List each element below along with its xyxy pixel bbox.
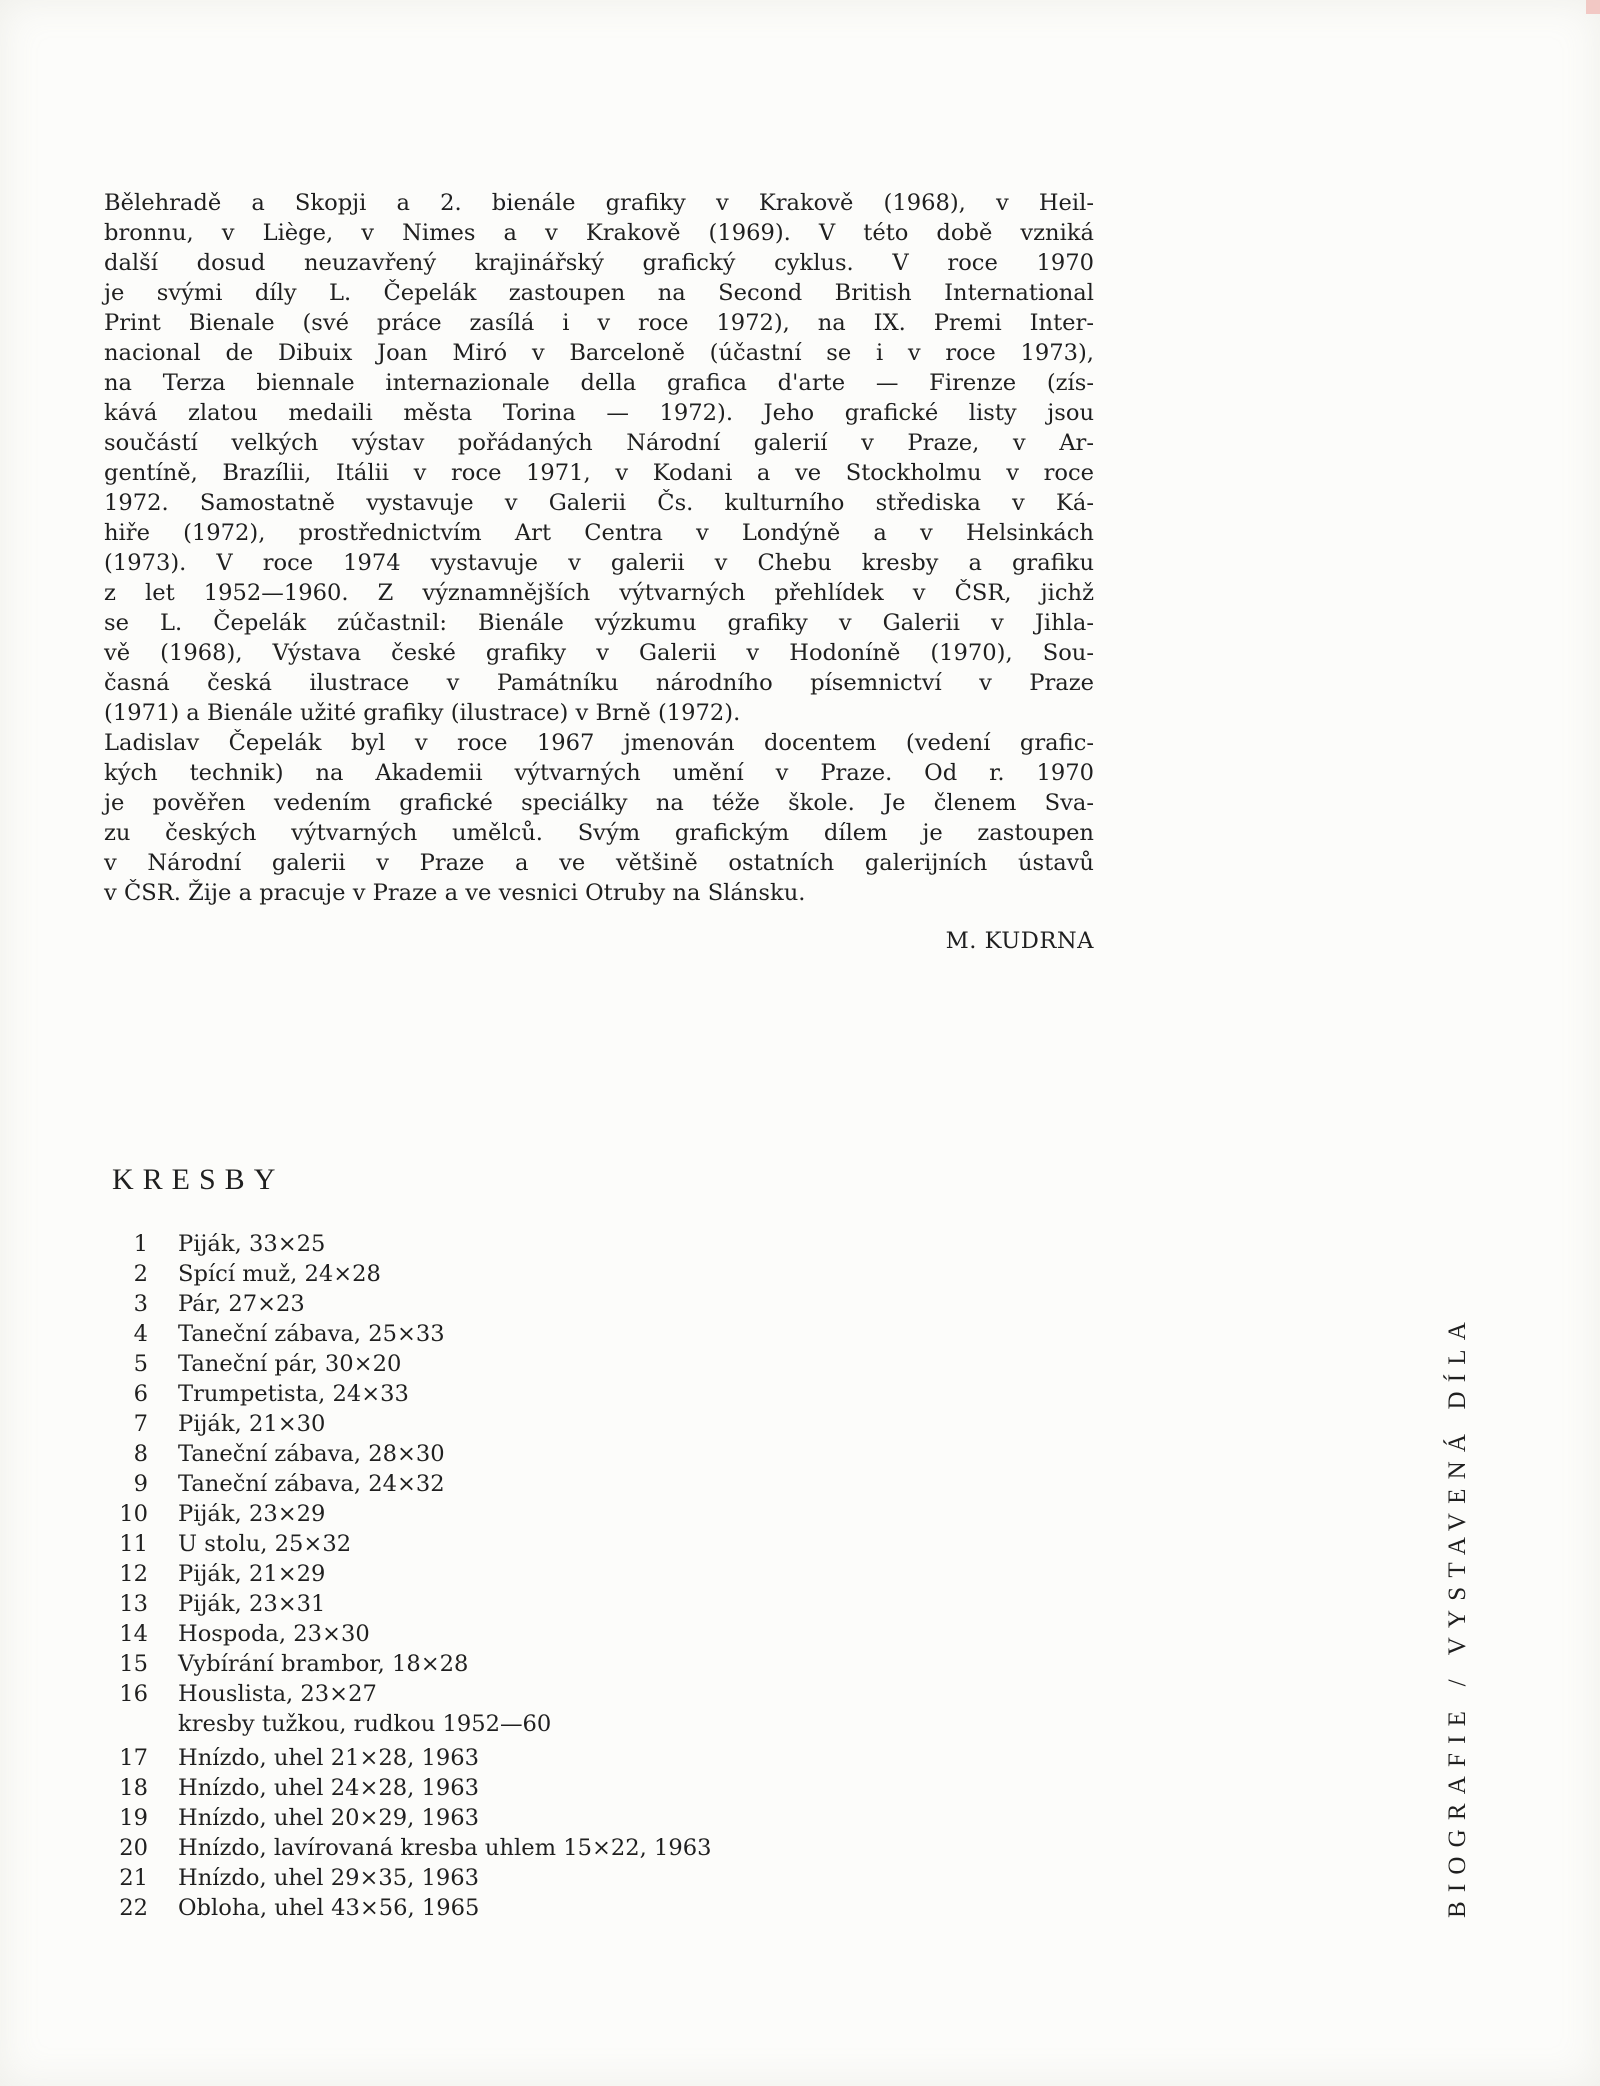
item-number: 17 <box>119 1745 148 1771</box>
biography-line: (1973). V roce 1974 vystavuje v galerii v Chebu kresby a grafiku <box>104 550 1094 576</box>
list-item <box>104 1409 1004 1439</box>
list-item <box>104 1649 1004 1679</box>
list-item <box>104 1349 1004 1379</box>
list-item <box>104 1469 1004 1499</box>
list-item <box>104 1439 1004 1469</box>
biography-line: v Národní galerii v Praze a ve většině ostatních galerijních ústavů <box>104 850 1094 876</box>
biography-line: vě (1968), Výstava české grafiky v Galerii v Hodoníně (1970), Sou- <box>104 640 1094 666</box>
item-text: Houslista, 23⨯27 <box>178 1681 377 1707</box>
item-text: Taneční zábava, 25⨯33 <box>178 1321 445 1347</box>
item-number: 5 <box>133 1351 148 1377</box>
section-title: KRESBY <box>112 1163 285 1196</box>
item-text: Vybírání brambor, 18⨯28 <box>178 1651 469 1677</box>
list-item <box>104 1379 1004 1409</box>
biography-line: časná česká ilustrace v Památníku národního písemnictví v Praze <box>104 670 1094 696</box>
list-item <box>104 1589 1004 1619</box>
item-number: 22 <box>119 1895 148 1921</box>
biography-text <box>104 188 1094 908</box>
biography-line: zu českých výtvarných umělců. Svým grafickým dílem je zastoupen <box>104 820 1094 846</box>
list-item <box>104 1773 1004 1803</box>
biography-line: v ČSR. Žije a pracuje v Praze a ve vesnici Otruby na Slánsku. <box>104 880 806 906</box>
list-item <box>104 1803 1004 1833</box>
item-text: Taneční zábava, 28⨯30 <box>178 1441 445 1467</box>
biography-line: další dosud neuzavřený krajinářský grafický cyklus. V roce 1970 <box>104 250 1094 276</box>
item-text: Pár, 27⨯23 <box>178 1291 305 1317</box>
works-group-note: kresby tužkou, rudkou 1952—60 <box>178 1711 552 1737</box>
list-item <box>104 1863 1004 1893</box>
item-number: 4 <box>133 1321 148 1347</box>
item-text: U stolu, 25⨯32 <box>178 1531 352 1557</box>
item-number: 15 <box>119 1651 148 1677</box>
item-number: 6 <box>133 1381 148 1407</box>
item-text: Hnízdo, uhel 24⨯28, 1963 <box>178 1775 479 1801</box>
biography-line: Print Bienale (své práce zasílá i v roce 1972), na IX. Premi Inter- <box>104 310 1094 336</box>
list-item <box>104 1559 1004 1589</box>
list-item <box>104 1743 1004 1773</box>
biography-line: z let 1952—1960. Z významnějších výtvarných přehlídek v ČSR, jichž <box>104 580 1094 606</box>
item-text: Spící muž, 24⨯28 <box>178 1261 381 1287</box>
item-number: 12 <box>119 1561 148 1587</box>
item-number: 9 <box>133 1471 148 1497</box>
item-text: Taneční pár, 30⨯20 <box>178 1351 402 1377</box>
item-text: Obloha, uhel 43⨯56, 1965 <box>178 1895 480 1921</box>
biography-line: hiře (1972), prostřednictvím Art Centra v Londýně a v Helsinkách <box>104 520 1094 546</box>
list-item <box>104 1319 1004 1349</box>
works-list <box>104 1229 1004 1923</box>
item-text: Piják, 23⨯31 <box>178 1591 326 1617</box>
item-number: 8 <box>133 1441 148 1467</box>
biography-line: bronnu, v Liège, v Nimes a v Krakově (1969). V této době vzniká <box>104 220 1094 246</box>
biography-line: 1972. Samostatně vystavuje v Galerii Čs. kulturního střediska v Ká- <box>104 490 1094 516</box>
item-number: 18 <box>119 1775 148 1801</box>
item-text: Hnízdo, uhel 21⨯28, 1963 <box>178 1745 479 1771</box>
item-text: Piják, 33⨯25 <box>178 1231 326 1257</box>
list-item <box>104 1893 1004 1923</box>
item-number: 21 <box>119 1865 148 1891</box>
list-item <box>104 1833 1004 1863</box>
list-item <box>104 1619 1004 1649</box>
item-text: Hospoda, 23⨯30 <box>178 1621 370 1647</box>
biography-line: součástí velkých výstav pořádaných Národní galerií v Praze, v Ar- <box>104 430 1094 456</box>
biography-line: nacional de Dibuix Joan Miró v Barceloně (účastní se i v roce 1973), <box>104 340 1094 366</box>
vertical-section-label: BIOGRAFIE / VYSTAVENÁ DÍLA <box>1444 1312 1471 1918</box>
biography-line: je pověřen vedením grafické speciálky na téže škole. Je členem Sva- <box>104 790 1094 816</box>
biography-line: je svými díly L. Čepelák zastoupen na Second British International <box>104 280 1094 306</box>
biography-line: Ladislav Čepelák byl v roce 1967 jmenován docentem (vedení grafic- <box>104 730 1094 756</box>
item-text: Hnízdo, uhel 20⨯29, 1963 <box>178 1805 479 1831</box>
item-text: Trumpetista, 24⨯33 <box>178 1381 409 1407</box>
list-item <box>104 1499 1004 1529</box>
item-text: Piják, 21⨯30 <box>178 1411 326 1437</box>
biography-line: se L. Čepelák zúčastnil: Bienále výzkumu grafiky v Galerii v Jihla- <box>104 610 1094 636</box>
biography-line: na Terza biennale internazionale della grafica d'arte — Firenze (zís- <box>104 370 1094 396</box>
item-number: 14 <box>119 1621 148 1647</box>
item-text: Piják, 23⨯29 <box>178 1501 326 1527</box>
list-item <box>104 1229 1004 1259</box>
list-item <box>104 1529 1004 1559</box>
item-number: 16 <box>119 1681 148 1707</box>
item-text: Hnízdo, lavírovaná kresba uhlem 15⨯22, 1963 <box>178 1835 712 1861</box>
item-text: Taneční zábava, 24⨯32 <box>178 1471 445 1497</box>
item-number: 13 <box>119 1591 148 1617</box>
list-item <box>104 1289 1004 1319</box>
page-corner-mark <box>1586 0 1600 14</box>
item-text: Hnízdo, uhel 29⨯35, 1963 <box>178 1865 479 1891</box>
biography-line: (1971) a Bienále užité grafiky (ilustrace) v Brně (1972). <box>104 700 741 726</box>
biography-line: kává zlatou medaili města Torina — 1972). Jeho grafické listy jsou <box>104 400 1094 426</box>
item-number: 3 <box>133 1291 148 1317</box>
item-number: 1 <box>133 1231 148 1257</box>
author-signature: M. KUDRNA <box>945 928 1094 954</box>
item-text: Piják, 21⨯29 <box>178 1561 326 1587</box>
item-number: 11 <box>119 1531 148 1557</box>
item-number: 2 <box>133 1261 148 1287</box>
list-item <box>104 1679 1004 1709</box>
biography-line: kých technik) na Akademii výtvarných umění v Praze. Od r. 1970 <box>104 760 1094 786</box>
item-number: 20 <box>119 1835 148 1861</box>
item-number: 19 <box>119 1805 148 1831</box>
biography-line: Bělehradě a Skopji a 2. bienále grafiky v Krakově (1968), v Heil- <box>104 190 1094 216</box>
item-number: 7 <box>133 1411 148 1437</box>
item-number: 10 <box>119 1501 148 1527</box>
list-item <box>104 1259 1004 1289</box>
biography-line: gentíně, Brazílii, Itálii v roce 1971, v Kodani a ve Stockholmu v roce <box>104 460 1094 486</box>
